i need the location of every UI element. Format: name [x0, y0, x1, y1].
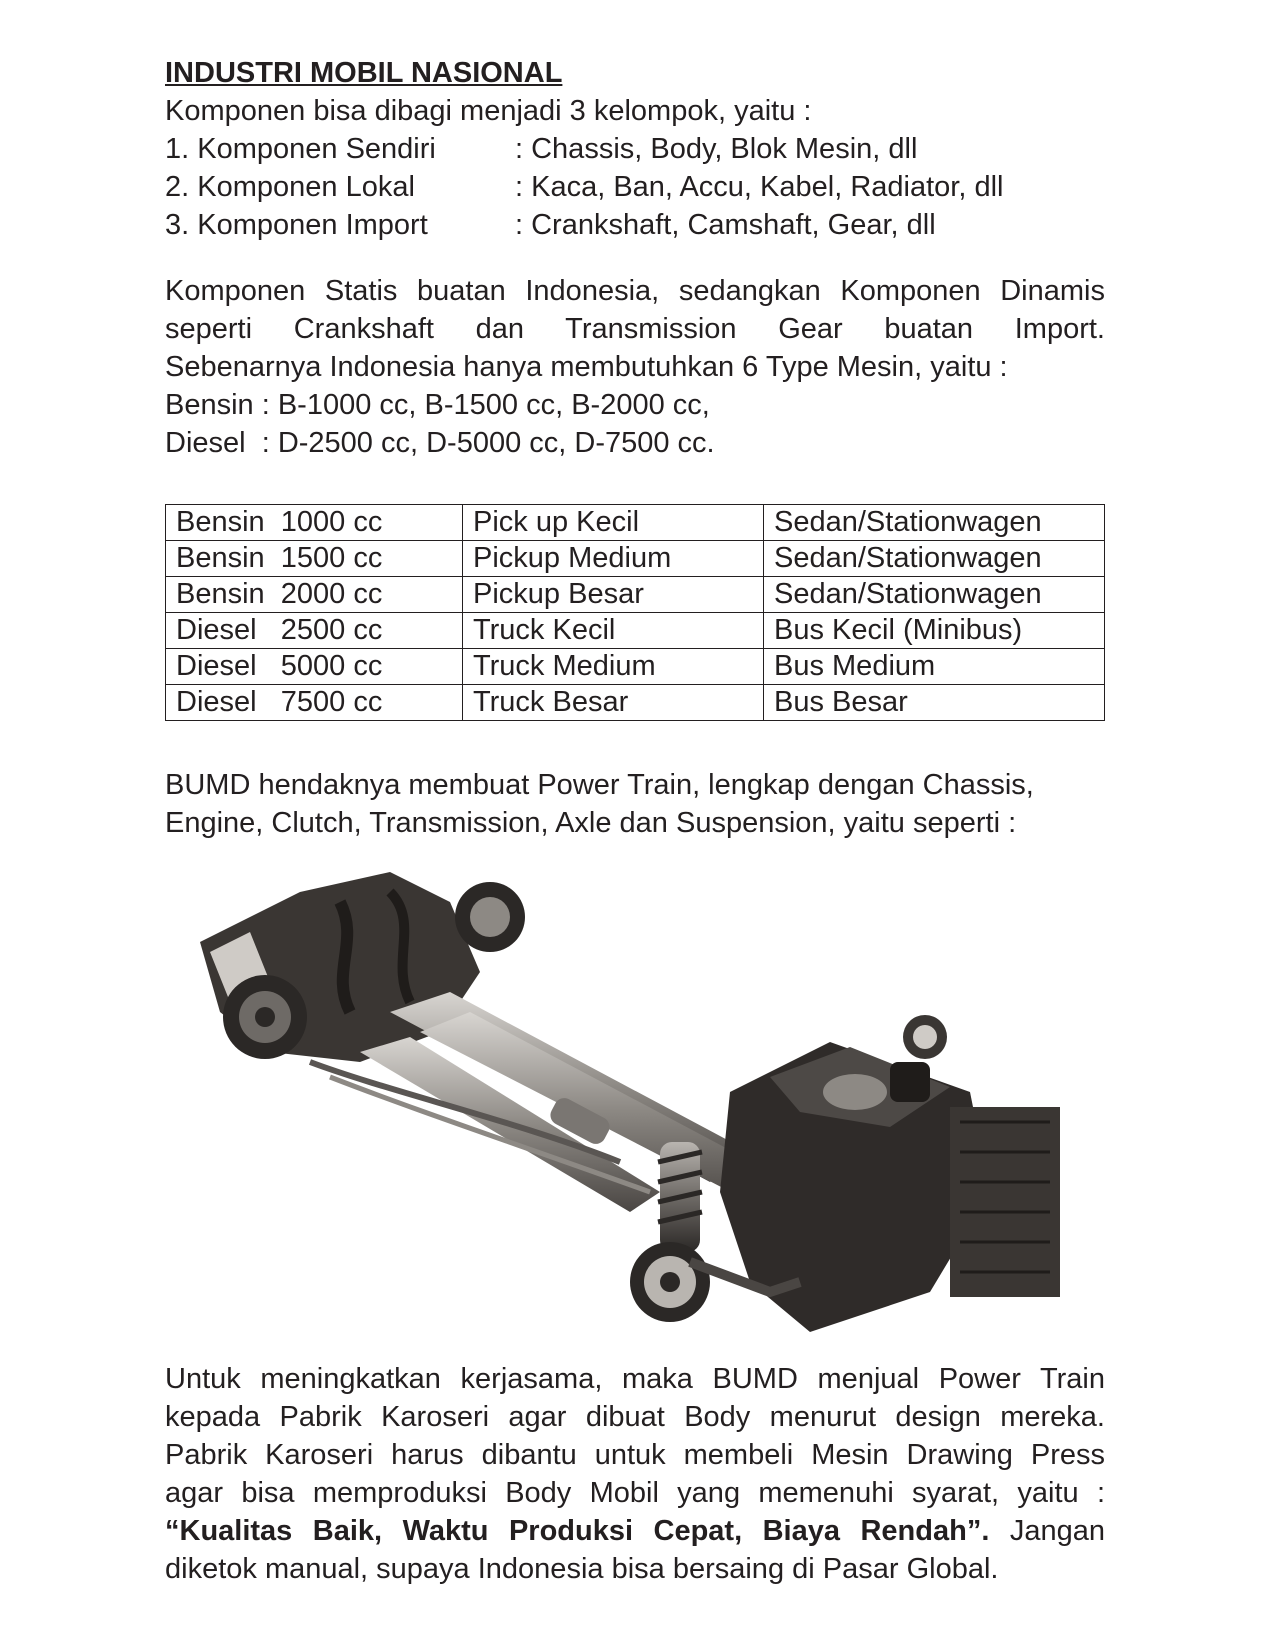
paragraph-line-slogan: [165, 1512, 1105, 1550]
table-cell: Sedan/Stationwagen: [764, 541, 1105, 577]
paragraph-line: Untuk meningkatkan kerjasama, maka BUMD menjual Power Train: [165, 1363, 1105, 1395]
paragraph-engine-types: [165, 272, 1105, 462]
slogan-text: “Kualitas Baik, Waktu Produksi Cepat, Biaya Rendah”.: [165, 1515, 990, 1547]
table-cell: Sedan/Stationwagen: [764, 505, 1105, 541]
table-cell: Diesel 2500 cc: [166, 613, 463, 649]
paragraph-power-train: [165, 766, 1105, 842]
power-train-chassis-image: [190, 862, 1075, 1342]
table-cell: Pickup Medium: [463, 541, 764, 577]
table-row: [166, 541, 1105, 577]
table-cell: Sedan/Stationwagen: [764, 577, 1105, 613]
paragraph-line: Sebenarnya Indonesia hanya membutuhkan 6 Type Mesin, yaitu :: [165, 351, 1008, 383]
paragraph-line: agar bisa memproduksi Body Mobil yang memenuhi syarat, yaitu :: [165, 1477, 1105, 1509]
paragraph-line: Engine, Clutch, Transmission, Axle dan Suspension, yaitu seperti :: [165, 807, 1017, 839]
table-cell: Pickup Besar: [463, 577, 764, 613]
component-label: 3. Komponen Import: [165, 209, 428, 241]
table-row: [166, 505, 1105, 541]
paragraph-conclusion: [165, 1360, 1105, 1588]
paragraph-line: Diesel : D-2500 cc, D-5000 cc, D-7500 cc.: [165, 427, 715, 459]
table-cell: Truck Besar: [463, 685, 764, 721]
table-cell: Diesel 5000 cc: [166, 649, 463, 685]
paragraph-line: seperti Crankshaft dan Transmission Gear buatan Import.: [165, 313, 1105, 345]
component-value: : Crankshaft, Camshaft, Gear, dll: [515, 209, 936, 241]
paragraph-line: diketok manual, supaya Indonesia bisa bersaing di Pasar Global.: [165, 1553, 999, 1585]
component-value: : Kaca, Ban, Accu, Kabel, Radiator, dll: [515, 171, 1004, 203]
table-cell: Bensin 2000 cc: [166, 577, 463, 613]
engine-table: [165, 504, 1105, 721]
list-item: [165, 130, 1105, 168]
table-cell: Bus Besar: [764, 685, 1105, 721]
component-label: 1. Komponen Sendiri: [165, 133, 436, 165]
table-row: [166, 685, 1105, 721]
table-cell: Diesel 7500 cc: [166, 685, 463, 721]
paragraph-line: Pabrik Karoseri harus dibantu untuk membeli Mesin Drawing Press: [165, 1439, 1105, 1471]
list-item: [165, 168, 1105, 206]
component-value: : Chassis, Body, Blok Mesin, dll: [515, 133, 918, 165]
paragraph-line: BUMD hendaknya membuat Power Train, lengkap dengan Chassis,: [165, 769, 1034, 801]
table-cell: Bus Medium: [764, 649, 1105, 685]
table-cell: Bensin 1000 cc: [166, 505, 463, 541]
component-label: 2. Komponen Lokal: [165, 171, 415, 203]
table-row: [166, 649, 1105, 685]
paragraph-line: kepada Pabrik Karoseri agar dibuat Body menurut design mereka.: [165, 1401, 1105, 1433]
intro-text: Komponen bisa dibagi menjadi 3 kelompok, yaitu :: [165, 95, 812, 127]
engine-block: [720, 1015, 1060, 1332]
table-cell: Bus Kecil (Minibus): [764, 613, 1105, 649]
paragraph-line: Bensin : B-1000 cc, B-1500 cc, B-2000 cc,: [165, 389, 710, 421]
table-cell: Truck Medium: [463, 649, 764, 685]
table-cell: Bensin 1500 cc: [166, 541, 463, 577]
slogan-followup: Jangan: [989, 1515, 1105, 1547]
paragraph-line: Komponen Statis buatan Indonesia, sedangkan Komponen Dinamis: [165, 275, 1105, 307]
table-cell: Pick up Kecil: [463, 505, 764, 541]
table-row: [166, 577, 1105, 613]
list-item: [165, 206, 1105, 244]
page-title: INDUSTRI MOBIL NASIONAL: [165, 57, 563, 89]
table-cell: Truck Kecil: [463, 613, 764, 649]
component-list: [165, 130, 1105, 244]
table-row: [166, 613, 1105, 649]
